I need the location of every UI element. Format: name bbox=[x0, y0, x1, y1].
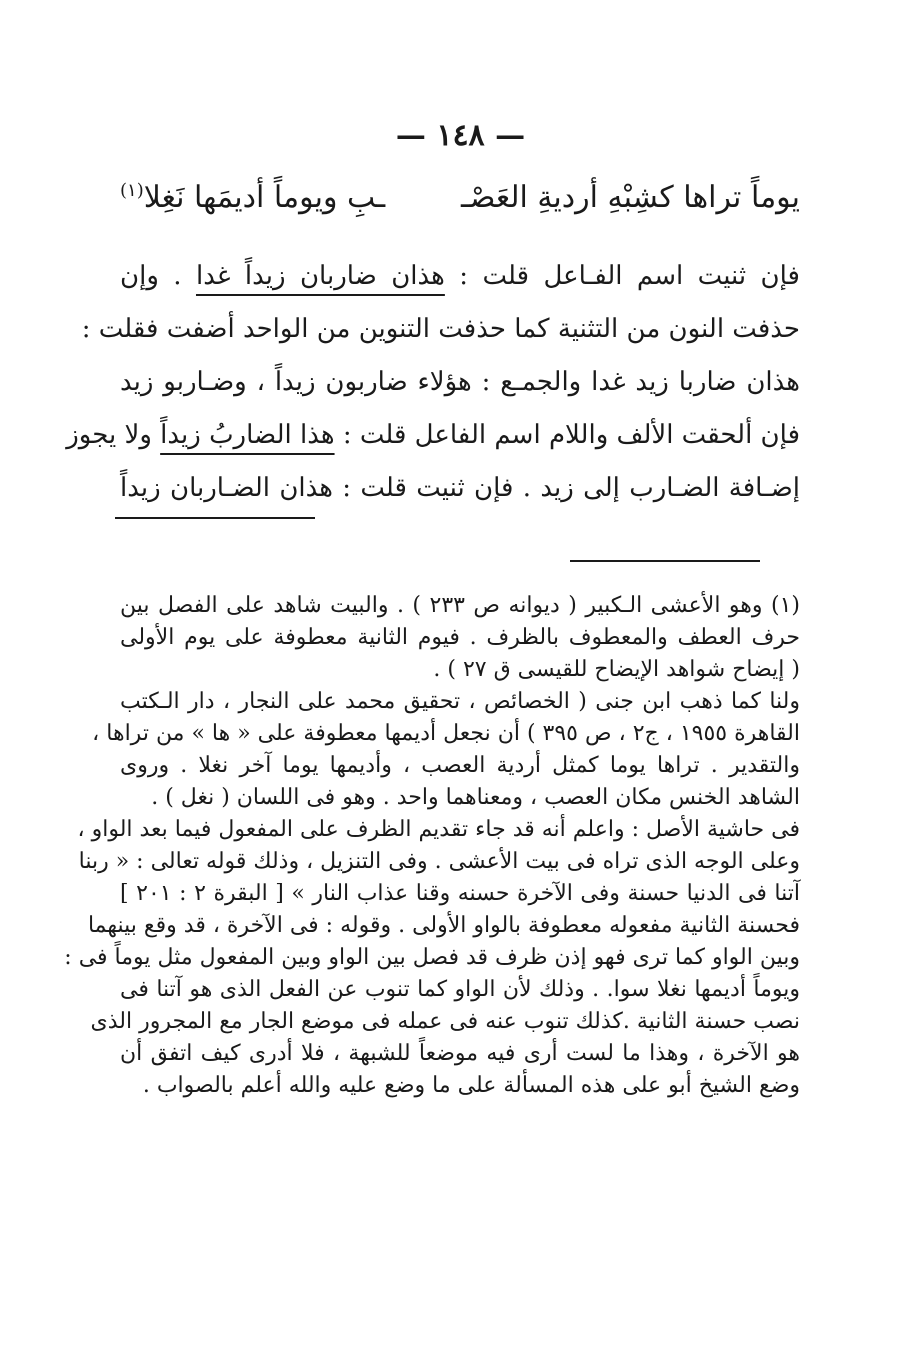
main-text-line bbox=[66, 409, 800, 462]
footnote-line: نصب حسنة الثانية .كذلك تنوب عنه فى عمله فى موضع الجار مع المجرور الذى bbox=[90, 1009, 800, 1034]
main-text-line bbox=[120, 462, 800, 515]
footnote-line: فى حاشية الأصل : واعلم أنه قد جاء تقديم الظرف على المفعول فيما بعد الواو ، bbox=[77, 817, 800, 842]
footnote-line: وضع الشيخ أبو على هذه المسألة على ما وضع عليه والله أعلم بالصواب . bbox=[142, 1073, 800, 1098]
verse-second-hemistich-text: ـبِ ويوماً أديمَها نَغِلا bbox=[143, 180, 386, 215]
footnote-line: ولنا كما ذهب ابن جنى ( الخصائص ، تحقيق محمد على النجار ، دار الـكتب bbox=[120, 689, 800, 714]
main-text-line bbox=[120, 250, 800, 303]
footnote-line: (١) وهو الأعشى الـكبير ( ديوانه ص ٢٣٣ ) . والبيت شاهد على الفصل بين bbox=[120, 593, 800, 618]
main-text bbox=[66, 250, 800, 515]
footnote-separator bbox=[570, 560, 760, 562]
text-segment: . وإن bbox=[120, 261, 196, 291]
handwritten-underline bbox=[115, 517, 315, 519]
footnote-line: وبين الواو كما ترى فهو إذن ظرف قد فصل بين الواو وبين المفعول مثل يوماً فى : bbox=[64, 945, 800, 970]
page-number: — ١٤٨ — bbox=[395, 118, 526, 153]
text-segment: ولا يجوز bbox=[66, 420, 161, 450]
footnote-line: هو الآخرة ، وهذا ما لست أرى فيه موضعاً للشبهة ، فلا أدرى كيف اتفق أن bbox=[120, 1041, 800, 1066]
footnote-line: القاهرة ١٩٥٥ ، ج٢ ، ص ٣٩٥ ) أن نجعل أديمها معطوفة على « ها » من تراها ، bbox=[92, 721, 800, 746]
footnote-line: ويوماً أديمها نغلا سوا. . وذلك لأن الواو كما تنوب عن الفعل الذى هو آتنا فى bbox=[120, 977, 800, 1002]
footnote-line: آتنا فى الدنيا حسنة وفى الآخرة حسنه وقنا عذاب النار » [ البقرة ٢ : ٢٠١ ] bbox=[120, 881, 800, 906]
footnote-line: وعلى الوجه الذى تراه فى بيت الأعشى . وفى التنزيل ، وذلك قوله تعالى : « ربنا bbox=[78, 849, 800, 874]
underlined-example: هذان ضاربان زيداً غدا bbox=[195, 261, 445, 291]
verse-first-hemistich: يوماً تراها كشِبْهِ أرديةِ العَصْـ bbox=[461, 180, 800, 215]
footnote-marker: (١) bbox=[120, 180, 144, 201]
footnote-line: ( إيضاح شواهد الإيضاح للقيسى ق ٢٧ ) . bbox=[433, 657, 800, 682]
footnote-line: حرف العطف والمعطوف بالظرف . فيوم الثانية معطوفة على يوم الأولى bbox=[120, 625, 800, 650]
text-segment: حذفت النون من التثنية كما حذفت التنوين من الواحد أضفت فقلت : bbox=[81, 314, 800, 344]
text-segment: إضـافة الضـارب إلى زيد . فإن ثنيت قلت : هذان الضـاربان زيداً bbox=[120, 473, 800, 503]
text-segment: فإن ثنيت اسم الفـاعل قلت : bbox=[444, 261, 800, 291]
footnote-line: والتقدير . تراها يوما كمثل أردية العصب ، وأديمها يوما آخر نغلا . وروى bbox=[120, 753, 800, 778]
footnotes bbox=[64, 590, 800, 1102]
footnote-line: فحسنة الثانية مفعوله معطوفة بالواو الأولى . وقوله : فى الآخرة ، قد وقع بينهما bbox=[87, 913, 800, 938]
poetry-verse bbox=[120, 180, 800, 230]
text-segment: هذان ضاربا زيد غدا والجمـع : هؤلاء ضاربون زيداً ، وضـاربو زيد bbox=[120, 367, 800, 397]
main-text-line bbox=[81, 303, 800, 356]
footnote-line: الشاهد الخنس مكان العصب ، ومعناهما واحد . وهو فى اللسان ( نغل ) . bbox=[151, 785, 800, 810]
text-segment: فإن ألحقت الألف واللام اسم الفاعل قلت : bbox=[334, 420, 800, 450]
verse-second-hemistich bbox=[120, 180, 385, 215]
underlined-example: هذا الضاربُ زيداً bbox=[160, 420, 335, 450]
main-text-line bbox=[120, 356, 800, 409]
